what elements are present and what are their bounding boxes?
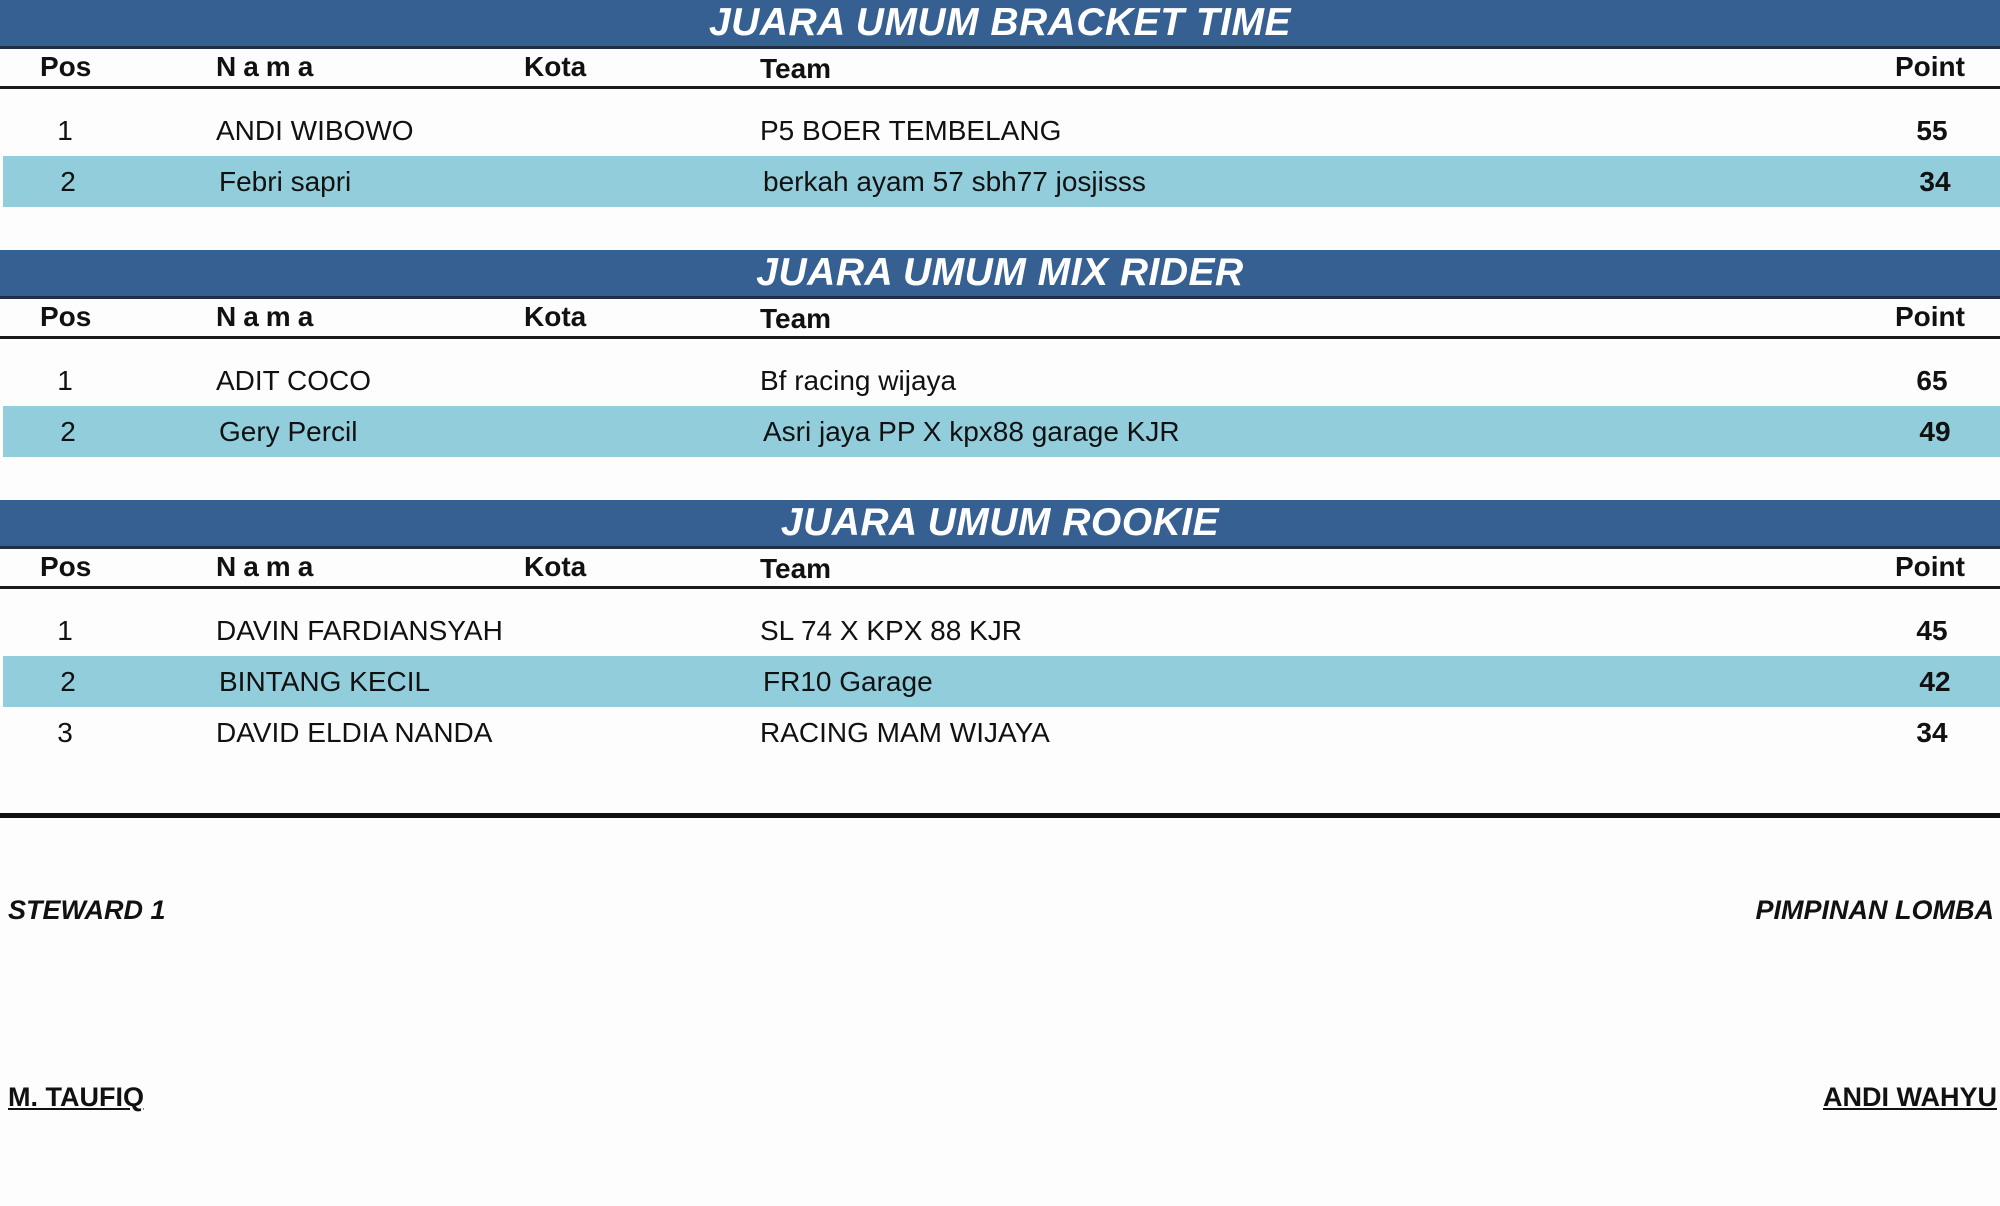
col-nama: Nama <box>216 301 321 332</box>
row-point: 34 <box>1916 717 1948 748</box>
row-team: SL 74 X KPX 88 KJR <box>760 615 1022 646</box>
col-pos: Pos <box>40 301 92 332</box>
table-row <box>3 156 2000 207</box>
section-title: JUARA UMUM MIX RIDER <box>0 250 2000 299</box>
table-row <box>3 656 2000 707</box>
row-pos: 1 <box>57 365 73 396</box>
section-mix-rider <box>0 250 2000 447</box>
col-point: Point <box>1895 551 1965 582</box>
section-title: JUARA UMUM BRACKET TIME <box>0 0 2000 49</box>
table-row <box>3 406 2000 457</box>
signature-title-left: STEWARD 1 <box>8 895 166 925</box>
row-pos: 2 <box>60 166 76 197</box>
col-team: Team <box>760 53 832 84</box>
row-team: berkah ayam 57 sbh77 josjisss <box>763 166 1146 197</box>
row-pos: 2 <box>60 666 76 697</box>
row-pos: 2 <box>60 416 76 447</box>
row-name: ANDI WIBOWO <box>216 115 414 146</box>
column-header <box>0 299 2000 339</box>
signature-name-left: M. TAUFIQ <box>8 1082 144 1112</box>
row-team: Asri jaya PP X kpx88 garage KJR <box>763 416 1180 447</box>
col-pos: Pos <box>40 51 92 82</box>
row-point: 49 <box>1919 416 1951 447</box>
row-name: ADIT COCO <box>216 365 372 396</box>
row-name: Gery Percil <box>219 416 358 447</box>
col-kota: Kota <box>524 551 587 582</box>
col-nama: Nama <box>216 51 321 82</box>
row-pos: 1 <box>57 615 73 646</box>
col-point: Point <box>1895 51 1965 82</box>
row-team: FR10 Garage <box>763 666 933 697</box>
row-pos: 3 <box>57 717 73 748</box>
row-point: 42 <box>1919 666 1951 697</box>
section-title: JUARA UMUM ROOKIE <box>0 500 2000 549</box>
col-nama: Nama <box>216 551 321 582</box>
row-name: Febri sapri <box>219 166 352 197</box>
col-kota: Kota <box>524 51 587 82</box>
section-bracket-time <box>0 0 2000 197</box>
col-pos: Pos <box>40 551 92 582</box>
table-row <box>0 707 2000 758</box>
footer-divider <box>0 813 2000 818</box>
row-name: BINTANG KECIL <box>219 666 431 697</box>
row-point: 45 <box>1916 615 1948 646</box>
row-name: DAVIN FARDIANSYAH <box>216 615 503 646</box>
row-name: DAVID ELDIA NANDA <box>216 717 493 748</box>
row-team: RACING MAM WIJAYA <box>760 717 1050 748</box>
table-row <box>0 105 2000 156</box>
column-header <box>0 49 2000 89</box>
row-pos: 1 <box>57 115 73 146</box>
row-team: Bf racing wijaya <box>760 365 957 396</box>
row-point: 65 <box>1916 365 1948 396</box>
col-point: Point <box>1895 301 1965 332</box>
col-team: Team <box>760 553 832 584</box>
table-row <box>0 605 2000 656</box>
table-row <box>0 355 2000 406</box>
row-team: P5 BOER TEMBELANG <box>760 115 1062 146</box>
col-kota: Kota <box>524 301 587 332</box>
col-team: Team <box>760 303 832 334</box>
row-point: 55 <box>1916 115 1948 146</box>
section-rookie <box>0 500 2000 748</box>
column-header <box>0 549 2000 589</box>
signature-title-right: PIMPINAN LOMBA <box>1755 895 1994 925</box>
signature-name-right: ANDI WAHYU <box>1823 1082 1997 1112</box>
row-point: 34 <box>1919 166 1951 197</box>
